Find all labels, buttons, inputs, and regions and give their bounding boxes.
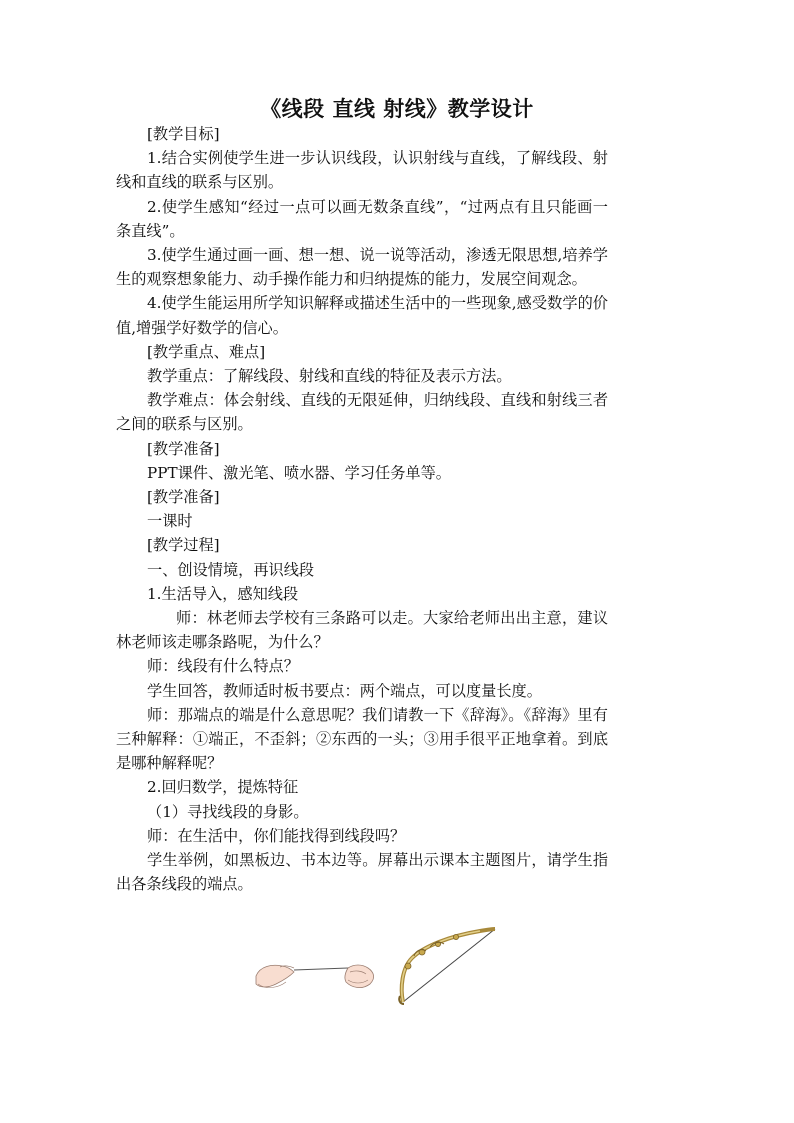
paragraph: 教学难点：体会射线、直线的无限延伸，归纳线段、直线和射线三者之间的联系与区别。 [116,391,608,434]
paragraph: 2.使学生感知“经过一点可以画无数条直线”，“过两点有且只能画一条直线”。 [116,197,608,240]
section-heading-preparation-2: [教学准备] [147,488,220,507]
bow-image [399,929,495,1004]
paragraph: PPT课件、激光笔、喷水器、学习任务单等。 [147,463,451,482]
paragraph: 师：林老师去学校有三条路可以走。大家给老师出出主意，建议林老师该走哪条路呢，为什么？ [116,609,608,652]
section-heading-key-points: [教学重点、难点] [147,342,266,361]
section-heading-preparation: [教学准备] [147,439,220,458]
subsection-heading: 一、创设情境，再识线段 [147,560,315,579]
subsection-heading: 1.生活导入，感知线段 [147,584,299,603]
paragraph: 教学重点：了解线段、射线和直线的特征及表示方法。 [147,367,512,386]
paragraph: 4.使学生能运用所学知识解释或描述生活中的一些现象,感受数学的价值,增强学好数学的信心。 [116,294,608,337]
paragraph: （1）寻找线段的身影。 [147,802,309,821]
section-heading-process: [教学过程] [147,536,220,555]
paragraph: 师：在生活中，你们能找得到线段吗？ [147,826,406,845]
paragraph: 一课时 [147,512,193,531]
paragraph: 1.结合实例使学生进一步认识线段，认识射线与直线，了解线段、射线和直线的联系与区别。 [116,149,608,192]
section-heading-objectives: [教学目标] [147,125,220,143]
illustration-segments [250,918,510,1008]
subsection-heading: 2.回归数学，提炼特征 [147,778,299,797]
paragraph: 师：线段有什么特点？ [147,657,299,676]
paragraph: 师：那端点的端是什么意思呢？我们请教一下《辞海》。《辞海》里有三种解释：①端正，不歪斜；②东西的一头；③用手很平正地拿着。到底是哪种解释呢？ [116,705,608,773]
paragraph: 学生举例，如黑板边、书本边等。屏幕出示课本主题图片，请学生指出各条线段的端点。 [116,851,608,894]
hands-string-image [256,965,374,988]
document-body [116,122,608,897]
paragraph: 3.使学生通过画一画、想一想、说一说等活动，渗透无限思想,培养学生的观察想象能力、动手操作能力和归纳提炼的能力，发展空间观念。 [116,246,608,289]
document-title: 《线段 直线 射线》教学设计 [260,96,534,121]
paragraph: 学生回答，教师适时板书要点：两个端点，可以度量长度。 [147,681,542,700]
